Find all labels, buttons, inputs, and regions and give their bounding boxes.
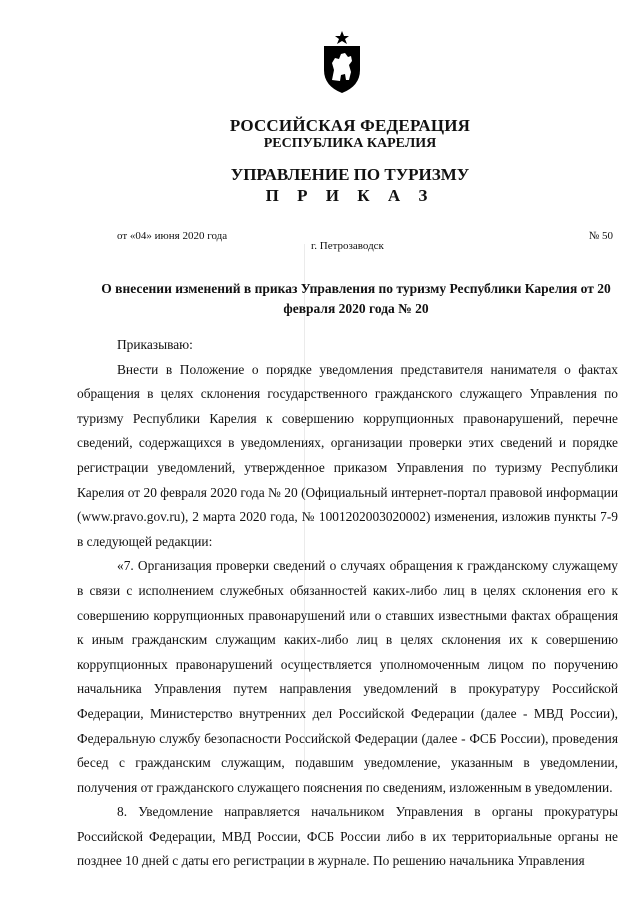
order-subject: О внесении изменений в приказ Управления по туризму Республики Карелия от 20 февраля 2020 года № 20 [101, 281, 611, 316]
country-title: РОССИЙСКАЯ ФЕДЕРАЦИЯ [229, 116, 471, 135]
paragraph: 8. Уведомление направляется начальником Управления в органы прокуратуры Российской Федерации, МВД России, ФСБ России либо в их территориальные органы не позднее 10 дней с даты его регистрации в журнале. По решению начальника Управления [77, 804, 618, 869]
order-city: г. Петрозаводск [311, 240, 384, 252]
order-date: от «04» июня 2020 года [117, 230, 228, 242]
document-type: П Р И К А З [265, 186, 435, 205]
order-number: № 50 [588, 230, 613, 242]
coat-of-arms-icon [320, 30, 364, 94]
paragraph: «7. Организация проверки сведений о случаях обращения к гражданскому служащему в связи с исполнением служебных обязанностей каких-либо лиц в целях склонения его к совершению коррупционных правонарушений или о ставших известными фактах обращения к иным гражданским служащим каких-либо лиц в целях склонения их к совершению коррупционных правонарушений осуществляется уполномоченным лицом по поручению начальника Управления путем направления уведомлений в прокуратуру Российской Федерации, Министерство внутренних дел Российской Федерации (далее - МВД России), Федеральную службу безопасности Российской Федерации (далее - ФСБ России), проведения бесед с гражданским служащим, подавшим уведомление, указанным в уведомлении, получения от гражданского служащего пояснения по сведениям, изложенным в уведомлении. [77, 558, 618, 795]
paragraph: Внести в Положение о порядке уведомления представителя нанимателя о фактах обращения в целях склонения государственного гражданского служащего Управления по туризму Республики Карелия к совершению коррупционных правонарушений, перечне сведений, содержащихся в уведомлениях, организации проверки этих сведений и порядке регистрации уведомлений, утвержденное приказом Управления по туризму Республики Карелия от 20 февраля 2020 года № 20 (Официальный интернет-портал правовой информации (www.pravo.gov.ru), 2 марта 2020 года, № 1001202003020002) изменения, изложив пункты 7-9 в следующей редакции: [77, 361, 618, 549]
republic-title: РЕСПУБЛИКА КАРЕЛИЯ [263, 136, 437, 151]
order-word: Приказываю: [117, 337, 193, 352]
department-title: УПРАВЛЕНИЕ ПО ТУРИЗМУ [230, 165, 470, 184]
order-body [77, 333, 618, 874]
